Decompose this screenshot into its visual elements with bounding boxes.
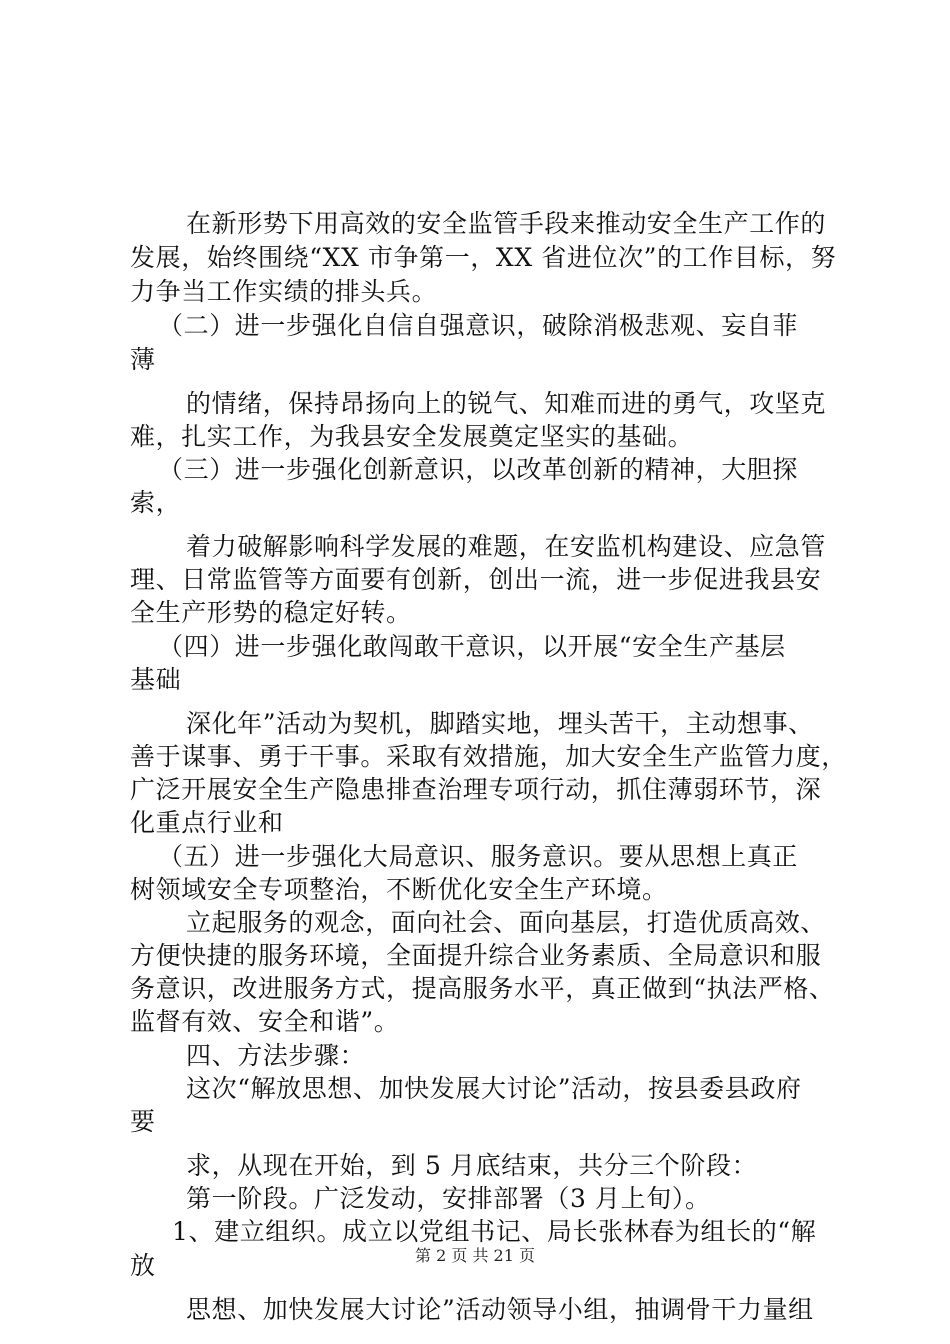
text-line: 难，扎实工作，为我县安全发展奠定坚实的基础。 [130,422,694,451]
text-line: 方便快捷的服务环境，全面提升综合业务素质、全局意识和服 [130,941,822,970]
text-line: 的情绪，保持昂扬向上的锐气、知难而进的勇气，攻坚克 [186,389,827,418]
text-line: 务意识，改进服务方式，提高服务水平，真正做到“执法严格、 [130,974,835,1003]
text-line: 1、建立组织。成立以党组书记、局长张林春为组长的“解 [172,1217,817,1246]
text-line: 着力破解影响科学发展的难题，在安监机构建设、应急管 [186,532,827,561]
text-line: （四）进一步强化敢闯敢干意识，以开展“安全生产基层 [158,632,786,661]
text-line: 薄 [130,345,156,374]
text-line: 立起服务的观念，面向社会、面向基层，打造优质高效、 [186,908,827,937]
text-line: 力争当工作实绩的排头兵。 [130,277,438,306]
text-line: 基础 [130,665,182,694]
text-line: 理、日常监管等方面要有创新，创出一流，进一步促进我县安 [130,565,822,594]
text-line: 这次“解放思想、加快发展大讨论”活动，按县委县政府 [186,1074,802,1103]
text-line: 全生产形势的稳定好转。 [130,598,412,627]
text-line: （二）进一步强化自信自强意识，破除消极悲观、妄自菲 [158,311,799,340]
text-line: 第一阶段。广泛发动，安排部署（3 月上旬）。 [186,1184,711,1213]
text-line: 善于谋事、勇于干事。采取有效措施，加大安全生产监管力度， [130,742,847,771]
text-line: 索， [130,488,182,517]
text-line: （三）进一步强化创新意识，以改革创新的精神，大胆探 [158,455,799,484]
text-line: 放 [130,1251,156,1280]
text-line: 深化年”活动为契机，脚踏实地，埋头苦干，主动想事、 [186,709,814,738]
text-line: 监督有效、安全和谐”。 [130,1007,400,1036]
text-line: 广泛开展安全生产隐患排查治理专项行动，抓住薄弱环节，深 [130,775,822,804]
text-line: 在新形势下用高效的安全监管手段来推动安全生产工作的 [186,209,827,238]
section-heading: 四、方法步骤： [186,1041,366,1070]
text-line: 发展，始终围绕“XX 市争第一，XX 省进位次”的工作目标，努 [130,243,837,272]
text-line: （五）进一步强化大局意识、服务意识。要从思想上真正 [158,842,799,871]
text-line: 要 [130,1107,156,1136]
text-line: 树领域安全专项整治，不断优化安全生产环境。 [130,875,668,904]
text-line: 化重点行业和 [130,808,284,837]
text-line: 求，从现在开始，到 5 月底结束，共分三个阶段： [186,1151,758,1180]
text-line: 思想、加快发展大讨论”活动领导小组，抽调骨干力量组 [186,1295,814,1324]
page-number-footer: 第 2 页 共 21 页 [415,1246,535,1265]
